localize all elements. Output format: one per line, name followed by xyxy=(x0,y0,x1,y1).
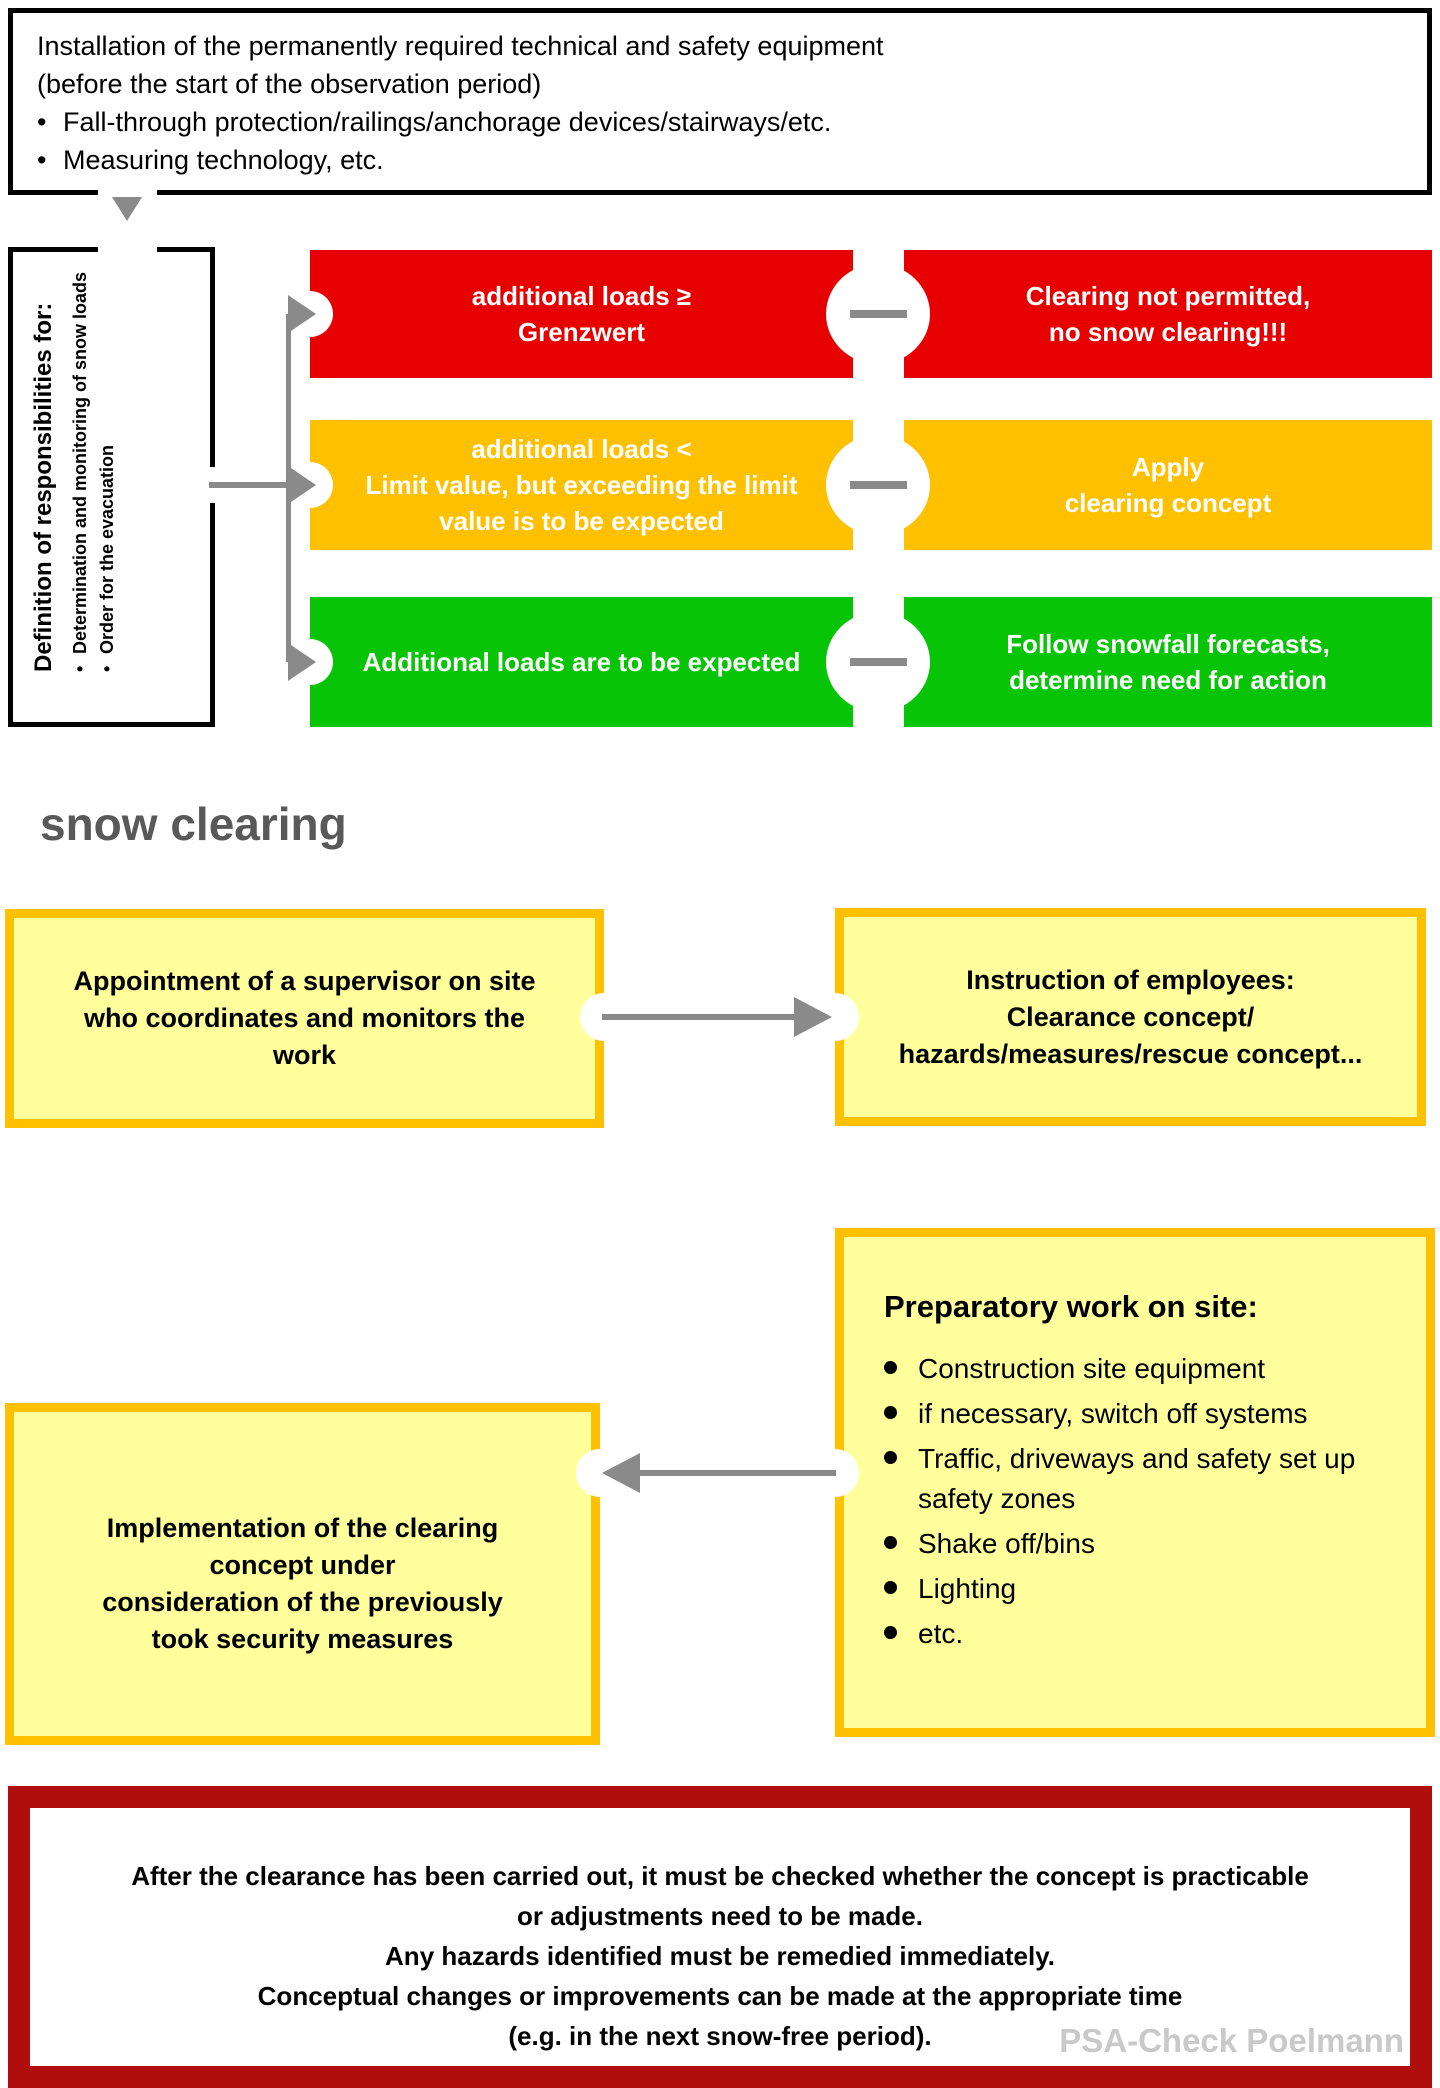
preparatory-title: Preparatory work on site: xyxy=(884,1289,1258,1324)
equipment-line: (before the start of the observation period) xyxy=(37,69,542,99)
instruction-line: hazards/measures/rescue concept... xyxy=(898,1038,1363,1069)
bullet-icon xyxy=(37,103,63,141)
bullet-icon xyxy=(884,1394,918,1434)
responsibilities-title: Definition of responsibilities for: xyxy=(30,302,57,672)
action-box-normal xyxy=(904,597,1432,727)
condition-box-warning xyxy=(310,420,853,550)
connector-dash xyxy=(850,658,907,666)
connector-dash xyxy=(850,481,907,489)
action-line: Clearing not permitted, xyxy=(1025,281,1311,311)
implementation-box xyxy=(5,1403,600,1745)
action-line: no snow clearing!!! xyxy=(1048,317,1288,347)
bullet-icon xyxy=(37,141,63,179)
condition-line: Additional loads are to be expected xyxy=(362,647,801,677)
bullet-text: if necessary, switch off systems xyxy=(918,1398,1308,1429)
equipment-box xyxy=(8,8,1432,195)
bullet-text: Construction site equipment xyxy=(918,1353,1266,1384)
arrow-right-icon xyxy=(288,295,316,333)
bullet-text: Determination and monitoring of snow loads xyxy=(70,271,90,654)
list-item xyxy=(884,1524,1416,1564)
responsibilities-rotated-text xyxy=(13,252,210,722)
bullet-icon xyxy=(884,1524,918,1564)
condition-line: additional loads < xyxy=(471,434,692,464)
action-box-warning xyxy=(904,420,1432,550)
bullet-text: Traffic, driveways and safety set up safety zones xyxy=(918,1443,1356,1514)
arrow-right-icon xyxy=(794,997,832,1037)
supervisor-box xyxy=(5,909,604,1128)
condition-line: additional loads ≥ xyxy=(471,281,692,311)
instruction-box xyxy=(835,908,1426,1126)
branch-line-horizontal xyxy=(209,482,290,488)
review-line: or adjustments need to be made. xyxy=(517,1901,923,1931)
supervisor-line: who coordinates and monitors the xyxy=(83,1003,526,1033)
review-line: Any hazards identified must be remedied immediately. xyxy=(385,1941,1055,1971)
arrow-right-icon xyxy=(288,466,316,504)
condition-box-normal xyxy=(310,597,853,727)
arrow-down-icon xyxy=(112,197,142,221)
action-line: Follow snowfall forecasts, xyxy=(1006,629,1330,659)
implementation-line: Implementation of the clearing xyxy=(106,1513,499,1543)
connector-line xyxy=(638,1470,836,1476)
bullet-icon xyxy=(67,654,94,672)
list-item xyxy=(884,1439,1416,1519)
responsibilities-box xyxy=(8,247,215,727)
bullet-text: Lighting xyxy=(918,1573,1017,1604)
list-item xyxy=(884,1394,1416,1434)
condition-line: Grenzwert xyxy=(517,317,646,347)
list-item xyxy=(884,1349,1416,1389)
bullet-text: Measuring technology, etc. xyxy=(63,145,384,175)
border-gap xyxy=(98,246,157,254)
action-line: Apply xyxy=(1131,452,1205,482)
responsibilities-list xyxy=(67,258,121,672)
review-line: (e.g. in the next snow-free period). xyxy=(508,2021,932,2051)
condition-line: value is to be expected xyxy=(439,506,724,536)
list-item xyxy=(884,1614,1416,1654)
condition-box-critical xyxy=(310,250,853,378)
review-line: After the clearance has been carried out, it must be checked whether the concept is practicable xyxy=(131,1861,1309,1891)
action-box-critical xyxy=(904,250,1432,378)
preparatory-list xyxy=(884,1349,1416,1654)
implementation-line: concept under xyxy=(209,1550,396,1580)
bullet-icon xyxy=(884,1569,918,1609)
action-line: clearing concept xyxy=(1064,488,1272,518)
implementation-line: took security measures xyxy=(151,1624,454,1654)
list-item xyxy=(37,141,1407,179)
list-item xyxy=(67,258,94,672)
implementation-line: consideration of the previously xyxy=(102,1587,503,1617)
bullet-text: Order for the evacuation xyxy=(97,444,117,654)
bullet-text: etc. xyxy=(918,1618,964,1649)
supervisor-line: work xyxy=(272,1040,337,1070)
arrow-left-icon xyxy=(602,1453,640,1493)
list-item xyxy=(884,1569,1416,1609)
connector-line xyxy=(602,1014,794,1020)
list-item xyxy=(37,103,1407,141)
bullet-icon xyxy=(884,1349,918,1389)
bullet-text: Fall-through protection/railings/anchorage devices/stairways/etc. xyxy=(63,107,832,137)
instruction-line: Clearance concept/ xyxy=(1006,1001,1255,1032)
equipment-line: Installation of the permanently required technical and safety equipment xyxy=(37,31,884,61)
condition-line: Limit value, but exceeding the limit xyxy=(365,470,798,500)
list-item xyxy=(94,258,121,672)
supervisor-line: Appointment of a supervisor on site xyxy=(73,966,536,996)
action-line: determine need for action xyxy=(1009,665,1327,695)
preparatory-box xyxy=(835,1228,1435,1737)
border-gap xyxy=(98,188,157,197)
section-heading: snow clearing xyxy=(40,798,347,850)
watermark: PSA-Check Poelmann xyxy=(1059,2022,1404,2059)
bullet-icon xyxy=(884,1614,918,1654)
review-line: Conceptual changes or improvements can be made at the appropriate time xyxy=(257,1981,1183,2011)
instruction-line: Instruction of employees: xyxy=(966,964,1295,995)
arrow-right-icon xyxy=(288,643,316,681)
bullet-icon xyxy=(884,1439,918,1519)
bullet-text: Shake off/bins xyxy=(918,1528,1095,1559)
connector-dash xyxy=(850,310,907,318)
bullet-icon xyxy=(94,654,121,672)
